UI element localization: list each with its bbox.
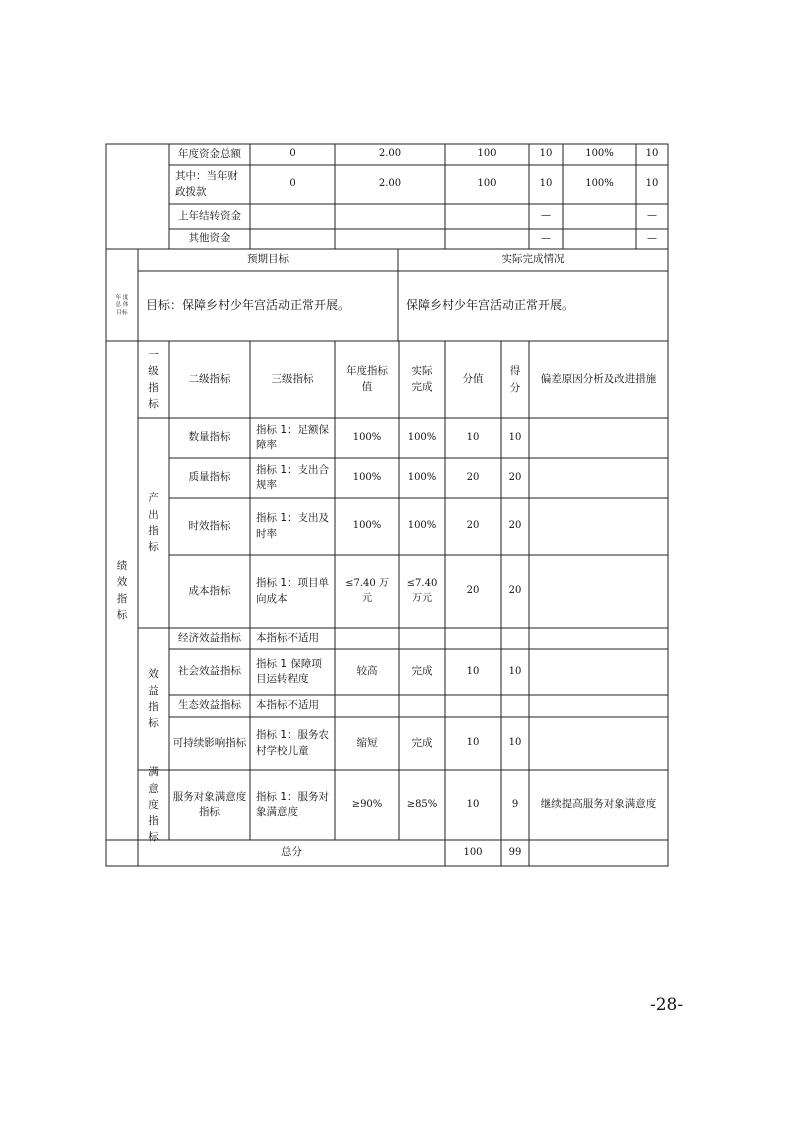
total-score: 99 <box>508 846 522 858</box>
row9-actual: ≥85% <box>406 798 438 810</box>
header-score-value: 分值 <box>462 372 484 385</box>
row3-value: 20 <box>466 520 480 532</box>
overall-goal-label: 年 度 总 体 目标 <box>115 295 129 316</box>
row2-actual: 100% <box>407 471 437 483</box>
row1-actual: 100% <box>407 431 437 443</box>
funds-row-2-f: 10 <box>645 178 659 190</box>
row9-value: 10 <box>466 798 480 810</box>
funds-row-4-f: — <box>647 232 657 244</box>
perf-indicator-label <box>106 341 138 840</box>
funds-row-1-c: 100 <box>477 148 497 160</box>
output-indicator-label <box>138 418 169 628</box>
satisfaction-indicator-label <box>138 766 169 844</box>
benefit-indicator-label-text: 效益指标 <box>148 668 159 730</box>
row3-note <box>529 498 668 555</box>
row2-note <box>529 458 668 498</box>
funds-row-1-a: 0 <box>289 148 296 160</box>
perf-indicator-label-text: 绩效指标 <box>116 559 128 621</box>
row2-level2: 质量指标 <box>188 471 231 484</box>
row1-level3: 指标 1：足额保障率 <box>256 423 330 451</box>
funds-row-2-e: 100% <box>585 178 614 190</box>
row6-note <box>529 649 668 695</box>
row2-level3: 指标 1：支出合规率 <box>256 463 330 491</box>
row4-level3: 指标 1：项目单向成本 <box>256 577 330 605</box>
output-indicator-label-text: 产出指标 <box>148 492 159 554</box>
header-analysis: 偏差原因分析及改进措施 <box>540 372 657 385</box>
row6-value: 10 <box>466 665 480 677</box>
row1-score: 10 <box>508 431 522 443</box>
benefit-indicator-label <box>138 628 169 770</box>
row6-level3: 指标 1 保障项目运转程度 <box>256 657 322 685</box>
header-level2: 二级指标 <box>188 372 231 385</box>
row2-score: 20 <box>508 471 522 483</box>
page-number: -28- <box>650 995 684 1015</box>
row1-value: 10 <box>466 431 480 443</box>
row3-annual: 100% <box>352 520 382 532</box>
row8-note <box>529 717 668 770</box>
header-level1-text: 一级指标 <box>148 348 159 410</box>
row9-note: 继续提高服务对象满意度 <box>540 798 657 811</box>
funds-row-2-c: 100 <box>477 178 497 190</box>
row1-level2: 数量指标 <box>188 431 231 444</box>
funds-row-2-d: 10 <box>539 178 553 190</box>
row6-score: 10 <box>508 665 522 677</box>
funds-row-2-a: 0 <box>289 178 296 190</box>
row7-level2: 生态效益指标 <box>178 699 241 712</box>
row6-level2: 社会效益指标 <box>178 665 241 678</box>
funds-row-1-e: 100% <box>585 148 614 160</box>
funds-row-4-label: 其他资金 <box>188 232 231 245</box>
row5-level3: 本指标不适用 <box>256 631 319 644</box>
row9-score: 9 <box>511 798 519 810</box>
satisfaction-indicator-label-text: 满意度指标 <box>148 766 159 844</box>
total-label: 总分 <box>281 846 302 859</box>
header-score <box>501 341 529 418</box>
row8-actual: 完成 <box>411 736 433 749</box>
row5-level2: 经济效益指标 <box>178 631 241 644</box>
row4-annual: ≤7.40 万元 <box>345 578 389 604</box>
funds-row-3-f: — <box>647 210 657 222</box>
funds-row-1-b: 2.00 <box>378 148 402 160</box>
expected-goal-text: 目标：保障乡村少年宫活动正常开展。 <box>146 298 351 313</box>
row7-level3: 本指标不适用 <box>256 699 319 712</box>
row2-value: 20 <box>466 471 480 483</box>
row8-annual: 缩短 <box>356 736 378 749</box>
header-actual: 实际完成 <box>411 365 433 393</box>
expected-goal-header: 预期目标 <box>247 253 289 266</box>
header-annual-value: 年度指标值 <box>346 365 388 393</box>
funds-row-3-label: 上年结转资金 <box>178 209 241 222</box>
row4-value: 20 <box>466 585 480 597</box>
row6-annual: 较高 <box>356 665 378 678</box>
row1-annual: 100% <box>352 431 382 443</box>
row4-level2: 成本指标 <box>188 584 231 597</box>
row3-score: 20 <box>508 520 522 532</box>
funds-row-4-d: — <box>541 232 551 244</box>
row9-level3: 指标 1：服务对象满意度 <box>256 790 330 818</box>
funds-row-2-b: 2.00 <box>378 178 402 190</box>
row4-score: 20 <box>508 585 522 597</box>
row1-note <box>529 418 668 458</box>
row3-level3: 指标 1：支出及时率 <box>256 512 330 540</box>
header-level1 <box>138 341 169 418</box>
actual-completion-header: 实际完成情况 <box>501 253 565 266</box>
row2-annual: 100% <box>352 471 382 483</box>
funds-row-2-label: 其中：当年财政拨款 <box>175 170 238 198</box>
funds-row-1-d: 10 <box>539 148 553 160</box>
row4-actual: ≤7.40 万元 <box>406 578 438 604</box>
row8-level3: 指标 1：服务农村学校儿童 <box>256 729 330 757</box>
funds-row-3-d: — <box>541 210 551 222</box>
row8-level2: 可持续影响指标 <box>172 736 247 749</box>
row6-actual: 完成 <box>411 665 433 678</box>
row8-score: 10 <box>508 737 522 749</box>
funds-row-1-f: 10 <box>645 148 659 160</box>
row3-actual: 100% <box>407 520 437 532</box>
header-level3: 三级指标 <box>271 372 314 385</box>
row4-note <box>529 555 668 628</box>
total-value: 100 <box>463 846 483 858</box>
row8-value: 10 <box>466 737 480 749</box>
actual-completion-text: 保障乡村少年宫活动正常开展。 <box>406 298 575 313</box>
header-score-text: 得分 <box>509 365 521 394</box>
funds-row-1-label: 年度资金总额 <box>178 147 241 160</box>
row9-level2: 服务对象满意度指标 <box>172 790 247 818</box>
row9-annual: ≥90% <box>351 798 383 810</box>
row3-level2: 时效指标 <box>188 519 231 532</box>
